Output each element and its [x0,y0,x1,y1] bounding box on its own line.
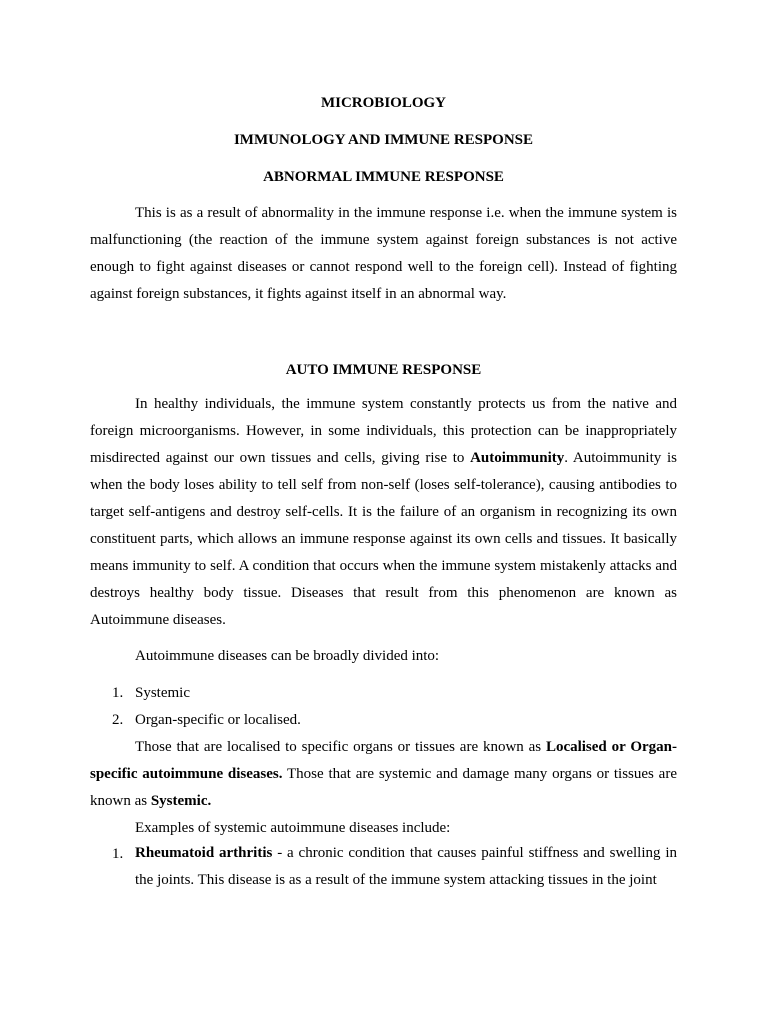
document-title: MICROBIOLOGY [320,95,446,111]
paragraph-localised-text-b: Those that are systemic and damage many organs or tissues are known as [90,766,677,809]
example-number-1: 1. [112,846,124,862]
example-rheumatoid-arthritis [135,840,677,894]
term-systemic: Systemic. [150,793,212,809]
term-rheumatoid-arthritis: Rheumatoid arthritis [135,845,273,861]
document-subtitle: IMMUNOLOGY AND IMMUNE RESPONSE [233,132,534,148]
section-heading-autoimmune: AUTO IMMUNE RESPONSE [285,362,482,378]
paragraph-localised-text-a: Those that are localised to specific organs or tissues are known as [135,739,546,755]
example-rheumatoid-text: - a chronic condition that causes painful stiffness and swelling in the joints. This disease is as a result of the immune system attacking tissues in the joint [135,845,677,888]
examples-intro: Examples of systemic autoimmune diseases include: [135,820,451,836]
list-item-systemic: Systemic [135,685,190,701]
division-intro: Autoimmune diseases can be broadly divided into: [135,648,440,664]
paragraph-autoimmune [90,391,677,634]
term-localised: Localised or Organ-specific autoimmune diseases. [90,739,677,782]
term-autoimmunity: Autoimmunity [470,450,565,466]
list-number-1: 1. [112,685,124,701]
paragraph-localised [90,734,677,815]
paragraph-autoimmune-text-a: In healthy individuals, the immune system constantly protects us from the native and foreign microorganisms. However, in some individuals, this protection can be inappropriately misdirected against our own tissues and cells, giving rise to [90,396,677,466]
list-item-organ-specific: Organ-specific or localised. [135,712,301,728]
section-heading-abnormal: ABNORMAL IMMUNE RESPONSE [263,169,504,185]
paragraph-abnormal-response: This is as a result of abnormality in the immune response i.e. when the immune system is malfunctioning (the reaction of the immune system against foreign substances is not active enough to fight against diseases or cannot respond well to the foreign cell). Instead of fighting against foreign substances, it fights against itself in an abnormal way. [90,205,677,302]
list-number-2: 2. [112,712,124,728]
paragraph-autoimmune-text-b: . Autoimmunity is when the body loses ability to tell self from non-self (loses self-tolerance), causing antibodies to target self-antigens and destroy self-cells. It is the failure of an organism in recognizing its own constituent parts, which allows an immune response against its own cells and tissues. It basically means immunity to self. A condition that occurs when the immune system mistakenly attacks and destroys healthy body tissue. Diseases that result from this phenomenon are known as Autoimmune diseases. [90,450,677,628]
